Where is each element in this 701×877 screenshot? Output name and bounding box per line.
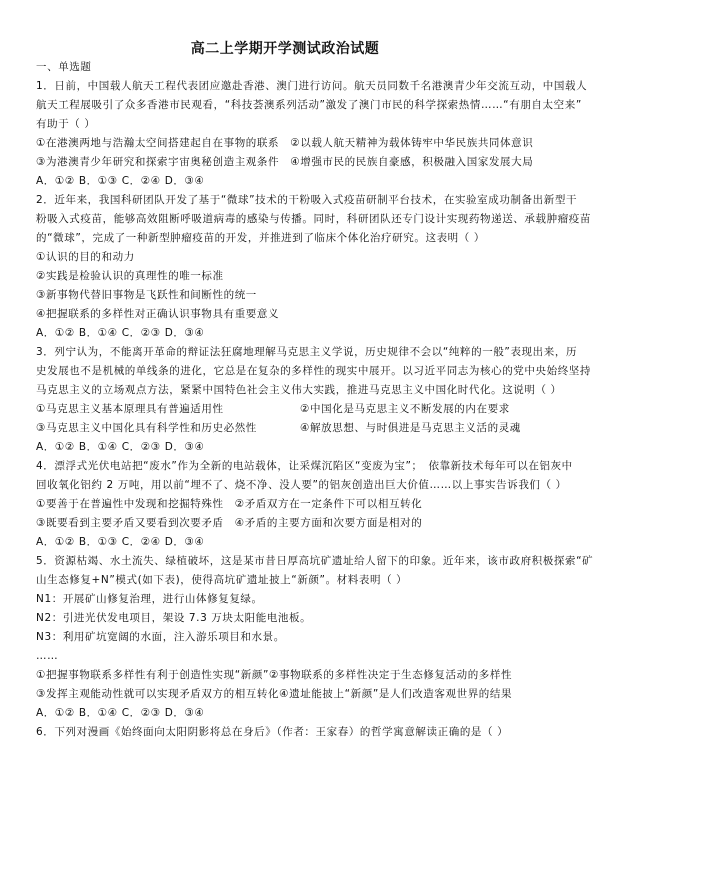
question-1 <box>36 77 596 191</box>
question-stem-line: 4．漂浮式光伏电站把“废水”作为全新的电站载体，让采煤沉陷区“变废为宝”； 依靠新技术每年可以在铝灰中 <box>36 460 573 472</box>
question-option: ①马克思主义基本原理具有普遍适用性 <box>36 403 224 415</box>
section-heading: 一、单选题 <box>36 61 92 73</box>
question-option-line: ④把握联系的多样性对正确认识事物具有重要意义 <box>36 308 280 320</box>
document-body <box>36 58 596 742</box>
question-2 <box>36 191 596 343</box>
material-line: N3：利用矿坑宽阔的水面，注入游乐项目和水景。 <box>36 631 285 643</box>
question-option-line: ③既要看到主要矛盾又要看到次要矛盾 ④矛盾的主要方面和次要方面是相对的 <box>36 517 423 529</box>
question-option-line: ②实践是检验认识的真理性的唯一标准 <box>36 270 224 282</box>
question-option-line: ①把握事物联系多样性有利于创造性实现“新颜”②事物联系的多样性决定于生态修复活动的多样性 <box>36 669 513 681</box>
question-5 <box>36 552 596 723</box>
question-stem-line: 航天工程展吸引了众多香港市民观看，“科技荟澳系列活动”激发了澳门市民的科学探索热情……“有朋自太空来” <box>36 99 582 111</box>
question-3 <box>36 343 596 457</box>
material-ellipsis: …… <box>36 650 59 662</box>
answer-choices: A．①② B．①③ C．②④ D．③④ <box>36 536 205 548</box>
material-line: N2：引进光伏发电项目，架设 7.3 万块太阳能电池板。 <box>36 612 312 624</box>
question-option: ③马克思主义中国化具有科学性和历史必然性 <box>36 422 257 434</box>
material-line: N1：开展矿山修复治理，进行山体修复复绿。 <box>36 593 263 605</box>
question-option-line: ③为港澳青少年研究和探索宇宙奥秘创造主观条件 ④增强市民的民族自豪感，积极融入国家发展大局 <box>36 156 534 168</box>
question-option-line: ①在港澳两地与浩瀚太空间搭建起自在事物的联系 ②以载人航天精神为载体铸牢中华民族共同体意识 <box>36 137 534 149</box>
answer-choices: A．①② B．①④ C．②③ D．③④ <box>36 327 205 339</box>
question-option-line: ①要善于在普遍性中发现和挖掘特殊性 ②矛盾双方在一定条件下可以相互转化 <box>36 498 423 510</box>
answer-choices: A．①② B．①④ C．②③ D．③④ <box>36 441 205 453</box>
answer-choices: A．①② B．①③ C．②④ D．③④ <box>36 175 205 187</box>
question-option: ④解放思想、与时俱进是马克思主义活的灵魂 <box>300 422 521 434</box>
question-stem-line: 史发展也不是机械的单线条的进化，它总是在复杂的多样性的现实中展开。以习近平同志为核心的党中央始终坚持 <box>36 365 591 377</box>
question-stem-line: 1．日前，中国载人航天工程代表团应邀赴香港、澳门进行访问。航天员同数千名港澳青少年交流互动，中国载人 <box>36 80 588 92</box>
question-option-row <box>36 400 596 419</box>
question-option-line: ③发挥主观能动性就可以实现矛盾双方的相互转化④遗址能披上“新颜”是人们改造客观世界的结果 <box>36 688 513 700</box>
question-stem-line: 6．下列对漫画《始终面向太阳阴影将总在身后》（作者：王家春）的哲学寓意解读正确的是（ ） <box>36 726 509 738</box>
question-4 <box>36 457 596 552</box>
question-option-line: ①认识的目的和动力 <box>36 251 135 263</box>
question-6 <box>36 723 596 742</box>
question-stem-line: 回收氧化铝约 2 万吨，用以前“埋不了、烧不净、没人要”的铝灰创造出巨大价值……以上事实告诉我们（ ） <box>36 479 567 491</box>
question-option-line: ③新事物代替旧事物是飞跃性和间断性的统一 <box>36 289 257 301</box>
question-stem-line: 5．资源枯竭、水土流失、绿植破坏，这是某市昔日厚高坑矿遗址给人留下的印象。近年来，该市政府积极探索“矿 <box>36 555 594 567</box>
question-stem-line: 粉吸入式疫苗，能够高效阻断呼吸道病毒的感染与传播。同时，科研团队还专门设计实现药物递送、承载肿瘤疫苗 <box>36 213 591 225</box>
answer-choices: A．①② B．①④ C．②③ D．③④ <box>36 707 205 719</box>
question-option-row <box>36 419 596 438</box>
question-stem-line: 3．列宁认为，不能离开革命的辩证法狂腐地理解马克思主义学说，历史规律不会以“纯粹的一般”表现出来，历 <box>36 346 578 358</box>
question-stem-line: 的“微球”，完成了一种新型肿瘤疫苗的开发，并推进到了临床个体化治疗研究。这表明（ ） <box>36 232 485 244</box>
question-option: ②中国化是马克思主义不断发展的内在要求 <box>300 403 510 415</box>
page-title: 高二上学期开学测试政治试题 <box>190 41 380 57</box>
question-stem-line: 2．近年来，我国科研团队开发了基于“微球”技术的干粉吸入式疫苗研制平台技术，在实验室成功制备出新型干 <box>36 194 578 206</box>
question-stem-line: 马克思主义的立场观点方法，紧紧中国特色社会主义伟大实践，推进马克思主义中国化时代化。这说明（ ） <box>36 384 562 396</box>
question-stem-line: 山生态修复+N”模式(如下表)，使得高坑矿遗址披上“新颜”。材料表明（ ） <box>36 574 408 586</box>
question-stem-line: 有助于（ ） <box>36 118 96 130</box>
